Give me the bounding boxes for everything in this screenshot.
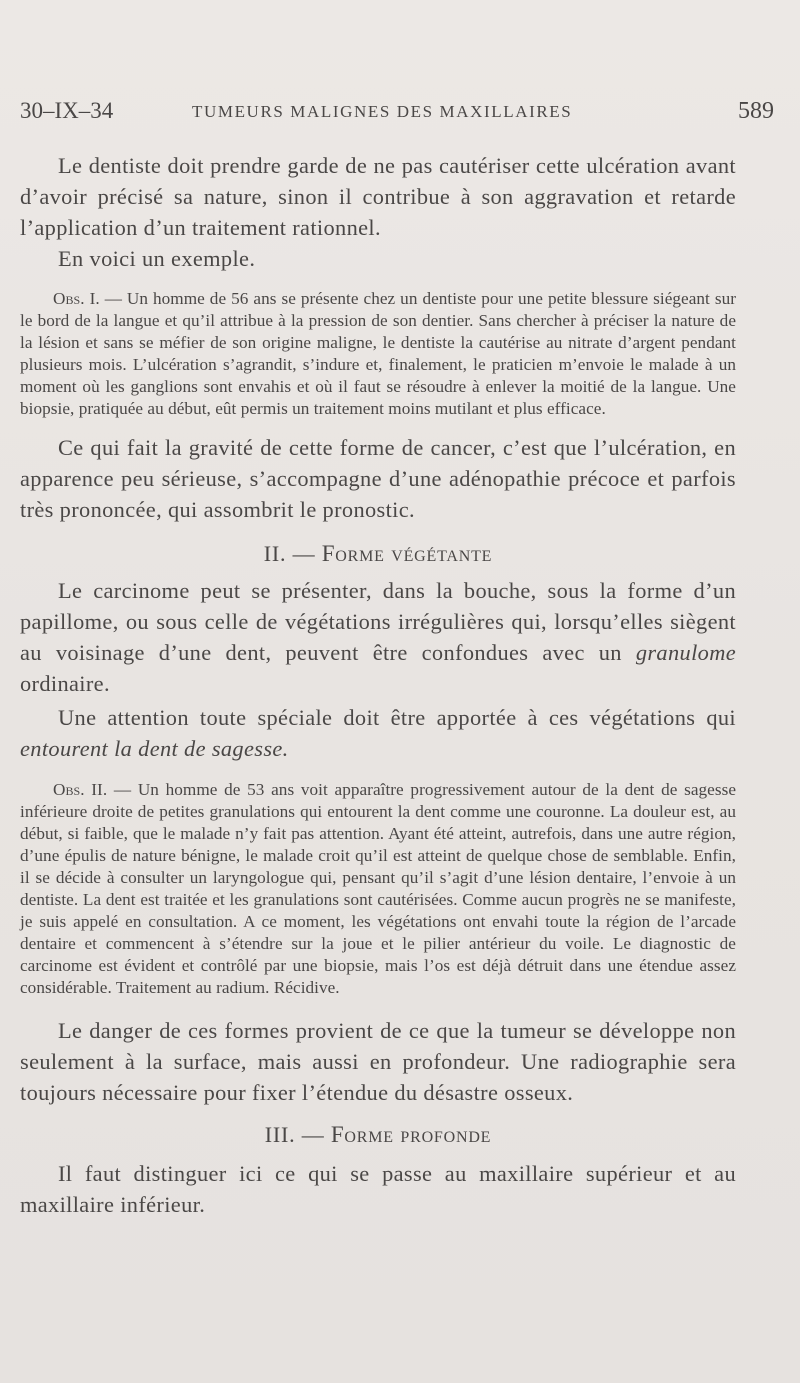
section-heading-vegetante xyxy=(20,539,736,569)
header-title: TUMEURS MALIGNES DES MAXILLAIRES xyxy=(192,102,573,121)
page-body xyxy=(20,150,736,1220)
paragraph-example-intro: En voici un exemple. xyxy=(58,246,256,271)
paragraph-carcinome-emphasis: granulome xyxy=(635,640,736,665)
observation-2 xyxy=(20,779,736,999)
section-2-title: Forme végétante xyxy=(321,541,493,566)
observation-1 xyxy=(20,288,736,420)
paragraph-carcinome-text-a: Le carcinome peut se présenter, dans la bouche, sous la forme d’un papillome, ou sous celle de végétations irrégulières qui, lorsqu’elles siègent au voisinage d’une dent, peuvent être confondues avec un xyxy=(20,578,736,665)
section-heading-profonde xyxy=(20,1120,736,1150)
paragraph-carcinome-text-b: ordinaire. xyxy=(20,671,110,696)
paragraph-distinguer: Il faut distinguer ici ce qui se passe au maxillaire supérieur et au maxillaire inférieur. xyxy=(20,1161,736,1217)
paragraph-attention xyxy=(20,702,736,764)
header-date: 30–IX–34 xyxy=(20,98,114,123)
observation-2-label: Obs. II. xyxy=(53,780,108,799)
observation-1-text: — Un homme de 56 ans se présente chez un dentiste pour une petite blessure siégeant sur le bord de la langue et qu’il attribue à la pression de son dentier. Sans chercher à préciser la nature de la lésion et sans se méfier de son origine maligne, le dentiste la cautérise au nitrate d’argent pendant plusieurs mois. L’ulcération s’agrandit, s’indure et, finalement, le praticien m’envoie le malade à un moment où les ganglions sont envahis et où il faut se résoudre à enlever la moitié de la langue. Une biopsie, pratiquée au début, eût permis un traitement moins mutilant et plus efficace. xyxy=(20,289,736,418)
page-number: 589 xyxy=(738,98,774,124)
section-3-title: Forme profonde xyxy=(330,1122,492,1147)
section-3-number: III. — xyxy=(264,1122,331,1147)
observation-2-text: — Un homme de 53 ans voit apparaître progressivement autour de la dent de sagesse inférieure droite de petites granulations qui entourent la dent comme une couronne. La douleur est, au début, si faible, que le malade n’y fait pas attention. Ayant été atteint, autrefois, dans une autre région, d’une épulis de nature bénigne, le malade croit qu’il est atteint de quelque chose de semblable. Enfin, il se décide à consulter un laryngologue qui, pensant qu’il s’agit d’une lésion dentaire, l’envoie à un dentiste. La dent est traitée et les granulations sont cautérisées. Comme aucun progrès ne se manifeste, je suis appelé en consultation. A ce moment, les végétations ont envahi toute la région de l’arcade dentaire et commencent à s’étendre sur la joue et le pilier antérieur du voile. Le diagnostic de carcinome est évident et contrôlé par une biopsie, mais l’os est déjà détruit dans une étendue assez considérable. Traitement au radium. Récidive. xyxy=(20,780,736,997)
paragraph-carcinome xyxy=(20,575,736,699)
paragraph-gravity: Ce qui fait la gravité de cette forme de cancer, c’est que l’ulcération, en apparence peu sérieuse, s’accompagne d’une adénopathie précoce et parfois très prononcée, qui assombrit le pronostic. xyxy=(20,435,736,522)
section-2-number: II. — xyxy=(263,541,322,566)
paragraph-cauterisation-warning: Le dentiste doit prendre garde de ne pas cautériser cette ulcération avant d’avoir précisé sa nature, sinon il contribue à son aggravation et retarde l’application d’un traitement rationnel. xyxy=(20,153,736,240)
observation-1-label: Obs. I. xyxy=(53,289,100,308)
paragraph-attention-text: Une attention toute spéciale doit être apportée à ces végétations qui xyxy=(58,705,736,730)
running-header xyxy=(20,98,782,128)
paragraph-danger: Le danger de ces formes provient de ce que la tumeur se développe non seulement à la surface, mais aussi en profondeur. Une radiographie sera toujours nécessaire pour fixer l’étendue du désastre osseux. xyxy=(20,1018,736,1105)
paragraph-attention-emphasis: entourent la dent de sagesse. xyxy=(20,736,289,761)
